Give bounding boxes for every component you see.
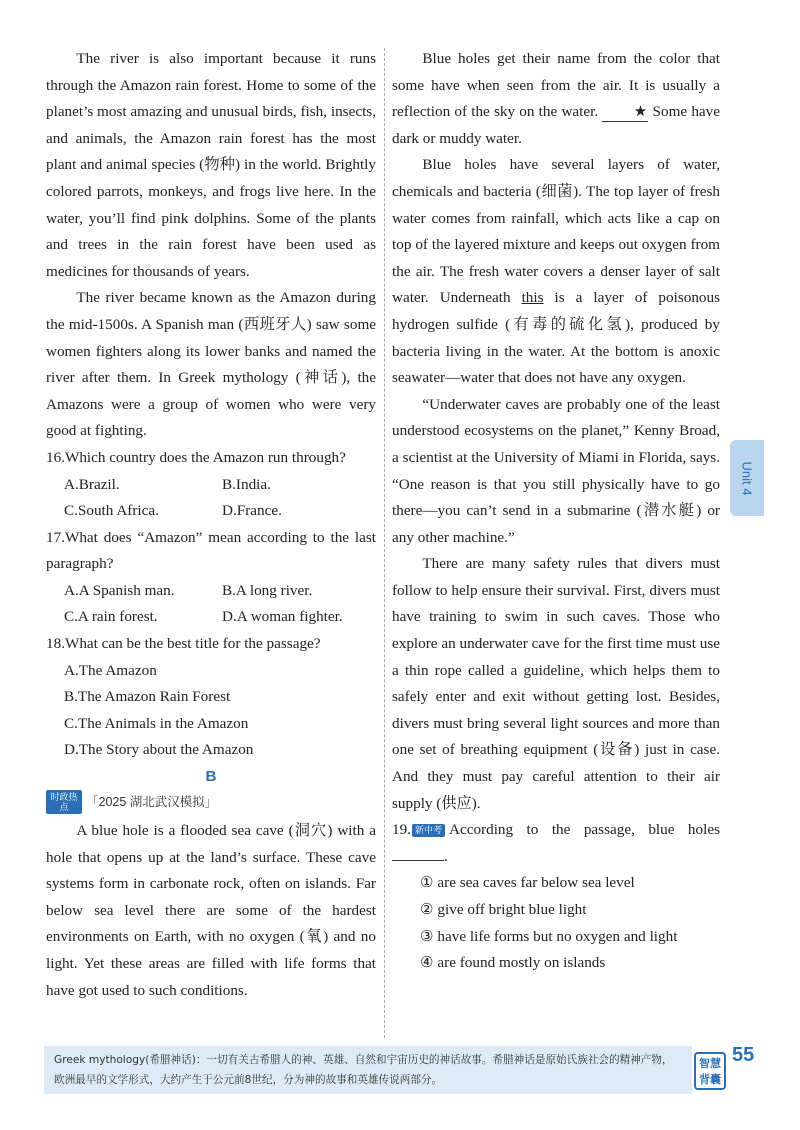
paragraph-name-origin: The river became known as the Amazon during the mid-1500s. A Spanish man (西班牙人) saw some women fighters along its lower banks and named the river after them. In Greek mythology (神话), the Amazons were a group of women who were very good at fighting.: [46, 289, 376, 440]
option-16d[interactable]: D.France.: [222, 502, 282, 520]
option-19-2[interactable]: ② give off bright blue light: [420, 901, 587, 918]
question-17-text: 17.What does “Amazon” mean according to the last paragraph?: [46, 528, 376, 573]
question-17: [46, 525, 376, 631]
paragraph-safety: There are many safety rules that divers must follow to help ensure their survival. First, divers must have training to swim in such caves. Those who explore an underwater cave for the first time must use a thin rope called a guideline, which helps them to safely enter and exit without getting lost. Besides, divers must bring several light sources and more than one set of breathing equipment (设备) just in case. And they must pay careful attention to their air supply (供应).: [392, 555, 720, 812]
option-17d[interactable]: D.A woman fighter.: [222, 608, 343, 626]
option-19-1[interactable]: ① are sea caves far below sea level: [420, 874, 635, 892]
option-16a[interactable]: A.Brazil.: [64, 475, 120, 493]
option-16c[interactable]: C.South Africa.: [64, 502, 159, 520]
option-18b[interactable]: B.The Amazon Rain Forest: [64, 688, 231, 706]
unit-tab-label: Unit 4: [739, 461, 755, 495]
source-badge: 时政热点: [46, 790, 82, 814]
question-16-options-row2: [46, 498, 376, 525]
question-16: [46, 445, 376, 525]
question-19-text-b: .: [444, 847, 448, 865]
page-number: 55: [732, 1044, 755, 1066]
paragraph-quote: “Underwater caves are probably one of the least understood ecosystems on the planet,” Kenny Broad, a scientist at the University of Miami in Florida, says. “One reason is that you still physically have to go there—you can’t send in a submarine (潜水艇) or any other machine.”: [392, 395, 720, 546]
para5-text-b: is a layer of poisonous hydrogen sulfide (有毒的硫化氢), produced by bacteria living in the water. At the bottom is anoxic seawater—water that does not have any oxygen.: [392, 289, 721, 387]
question-16-options-row1: [46, 472, 376, 499]
option-16b[interactable]: B.India.: [222, 475, 271, 493]
option-19-3[interactable]: ③ have life forms but no oxygen and light: [420, 927, 678, 945]
para4-text-b: Some have dark or muddy water.: [392, 103, 720, 147]
paragraph-layers: [392, 152, 720, 391]
option-17b[interactable]: B.A long river.: [222, 581, 313, 599]
para5-text-a: Blue holes have several layers of water, chemicals and bacteria (细菌). The top layer of fresh water comes from rainfall, which acts like a cap on top of the layered mixture and keeps out oxygen from the air. The fresh water covers a denser layer of salt water. Underneath: [392, 156, 720, 307]
option-18a[interactable]: A.The Amazon: [64, 661, 157, 679]
paragraph-name-color: [392, 46, 720, 152]
para4-text-a: Blue holes get their name from the color that some have when seen from the air. It is usually a reflection of the sky on the water.: [392, 50, 720, 121]
option-18c[interactable]: C.The Animals in the Amazon: [64, 714, 249, 732]
option-17a[interactable]: A.A Spanish man.: [64, 581, 175, 599]
source-text: 「2025 湖北武汉模拟」: [86, 795, 218, 810]
question-19-text-a: According to the passage, blue holes: [449, 821, 720, 839]
wisdom-badge-line2: 背囊: [699, 1073, 721, 1086]
left-column: [46, 46, 376, 1004]
question-19: [392, 817, 720, 977]
question-17-options-row1: [46, 578, 376, 605]
paragraph-rain-forest: The river is also important because it runs through the Amazon rain forest. Home to some of the planet’s most amazing and unusual birds, fish, insects, and animals, the Amazon rain forest has the most plant and animal species (物种) in the world. Brightly colored parrots, monkeys, and frogs live here. In the water, you’ll find pink dolphins. Some of the plants and trees in the rain forest have been used as medicines for thousands of years.: [46, 50, 376, 280]
question-19-number: 19.: [392, 821, 411, 839]
question-19-text: [392, 817, 720, 870]
section-b-heading: B: [205, 768, 217, 786]
answer-blank[interactable]: [392, 846, 444, 861]
question-17-options-row2: [46, 604, 376, 631]
new-exam-badge: 新中考: [412, 824, 445, 837]
right-column: [392, 46, 720, 977]
unit-tab: [730, 440, 764, 516]
star-blank[interactable]: ★: [602, 103, 648, 122]
wisdom-badge-line1: 智慧: [699, 1057, 721, 1070]
question-18-text: 18.What can be the best title for the passage?: [46, 635, 321, 653]
option-19-4[interactable]: ④ are found mostly on islands: [420, 954, 606, 972]
column-divider: [384, 48, 385, 1038]
option-17c[interactable]: C.A rain forest.: [64, 608, 158, 626]
paragraph-blue-hole-intro: A blue hole is a flooded sea cave (洞穴) with a hole that opens up at the land’s surface. These cave systems form in carbonate rock, often on islands. Far below sea level there are some of the hardest environments on Earth, with no oxygen (氧) and no light. Yet these areas are filled with life forms that have got used to such conditions.: [46, 822, 376, 999]
wisdom-badge: [694, 1052, 726, 1090]
footer-note: Greek mythology(希腊神话)：一切有关古希腊人的神、英雄、自然和宇宙历史的神话故事。希腊神话是原始氏族社会的精神产物，欧洲最早的文学形式，大约产生于公元前8世纪，分为神的故事和英雄传说两部分。: [44, 1046, 692, 1094]
question-18: [46, 631, 376, 764]
option-18d[interactable]: D.The Story about the Amazon: [64, 741, 254, 759]
underlined-this: this: [521, 289, 544, 307]
question-16-text: 16.Which country does the Amazon run through?: [46, 448, 346, 466]
source-line: [46, 790, 376, 814]
